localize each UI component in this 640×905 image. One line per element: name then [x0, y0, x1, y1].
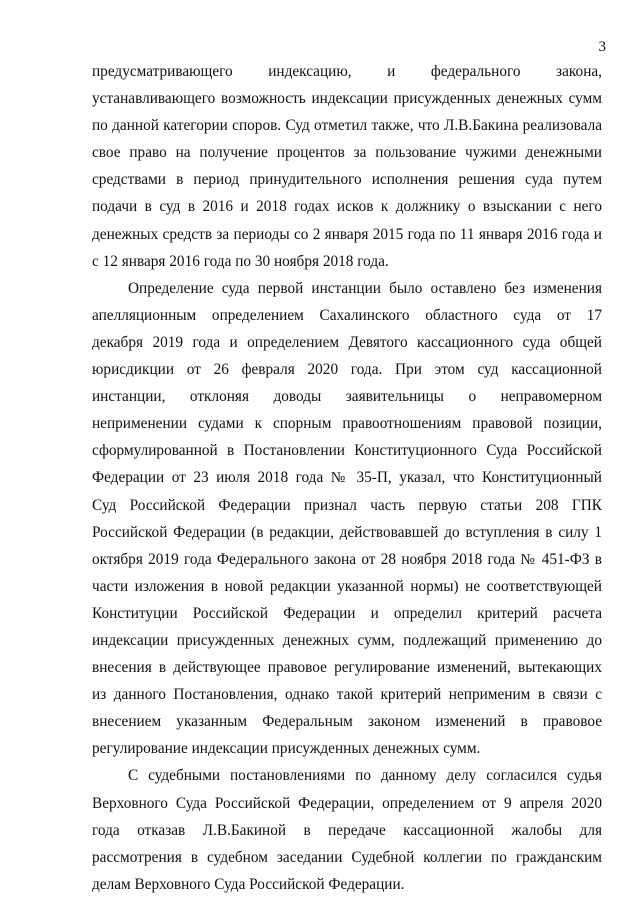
text-line: устанавливающего возможность индексации присужденных денежных сумм — [92, 90, 602, 108]
text-line: Определение суда первой инстанции было оставлено без изменения — [128, 279, 602, 297]
text-line: рассмотрения в судебном заседании Судебной коллегии по гражданским — [92, 848, 602, 866]
text-line: Российской Федерации (в редакции, действовавшей до вступления в силу 1 — [92, 523, 602, 541]
text-line: апелляционным определением Сахалинского областного суда от 17 — [92, 306, 602, 324]
text-line: свое право на получение процентов за пользование чужими денежными — [92, 144, 602, 162]
text-line: Федерации от 23 июля 2018 года № 35-П, указал, что Конституционный — [92, 469, 602, 487]
text-line: инстанции, отклоняя доводы заявительницы о неправомерном — [92, 388, 602, 406]
text-line: Суд Российской Федерации признал часть первую статьи 208 ГПК — [92, 496, 602, 514]
document-body — [92, 58, 602, 898]
text-line: внесения в действующее правовое регулирование изменений, вытекающих — [92, 659, 602, 677]
text-line: декабря 2019 года и определением Девятого кассационного суда общей — [92, 333, 602, 351]
text-line: предусматривающего индексацию, и федерального закона, — [92, 63, 602, 80]
text-line: С судебными постановлениями по данному делу согласился судья — [128, 767, 602, 785]
text-line: внесением указанным Федеральным законом изменений в правовое — [92, 713, 602, 731]
text-line: юрисдикции от 26 февраля 2020 года. При этом суд кассационной — [92, 361, 602, 379]
paragraph — [92, 58, 602, 275]
text-line: денежных средств за периоды со 2 января 2015 года по 11 января 2016 года и — [92, 225, 602, 243]
text-line: Конституции Российской Федерации и определил критерий расчета — [92, 604, 602, 622]
text-line: Верховного Суда Российской Федерации, определением от 9 апреля 2020 — [92, 794, 602, 812]
text-line: части изложения в новой редакции указанной нормы) не соответствующей — [92, 577, 602, 595]
text-line: из данного Постановления, однако такой критерий неприменим в связи с — [92, 686, 602, 704]
text-line: с 12 января 2016 года по 30 ноября 2018 года. — [92, 252, 389, 270]
text-line: подачи в суд в 2016 и 2018 годах исков к должнику о взыскании с него — [92, 198, 602, 216]
text-line: неприменении судами к спорным правоотношениям правовой позиции, — [92, 415, 602, 433]
text-line: года отказав Л.В.Бакиной в передаче кассационной жалобы для — [92, 821, 602, 839]
text-line: индексации присужденных денежных сумм, подлежащий применению до — [92, 631, 602, 649]
text-line: регулирование индексации присужденных денежных сумм. — [92, 740, 481, 758]
text-line: делам Верховного Суда Российской Федерации. — [92, 875, 405, 893]
text-line: по данной категории споров. Суд отметил также, что Л.В.Бакина реализовала — [92, 117, 602, 135]
text-line: сформулированной в Постановлении Конституционного Суда Российской — [92, 442, 602, 460]
paragraph — [92, 275, 602, 763]
text-line: средствами в период принудительного исполнения решения суда путем — [92, 171, 602, 189]
text-line: октября 2019 года Федерального закона от 28 ноября 2018 года № 451-ФЗ в — [92, 550, 602, 568]
paragraph — [92, 762, 602, 897]
page-number: 3 — [598, 39, 606, 55]
